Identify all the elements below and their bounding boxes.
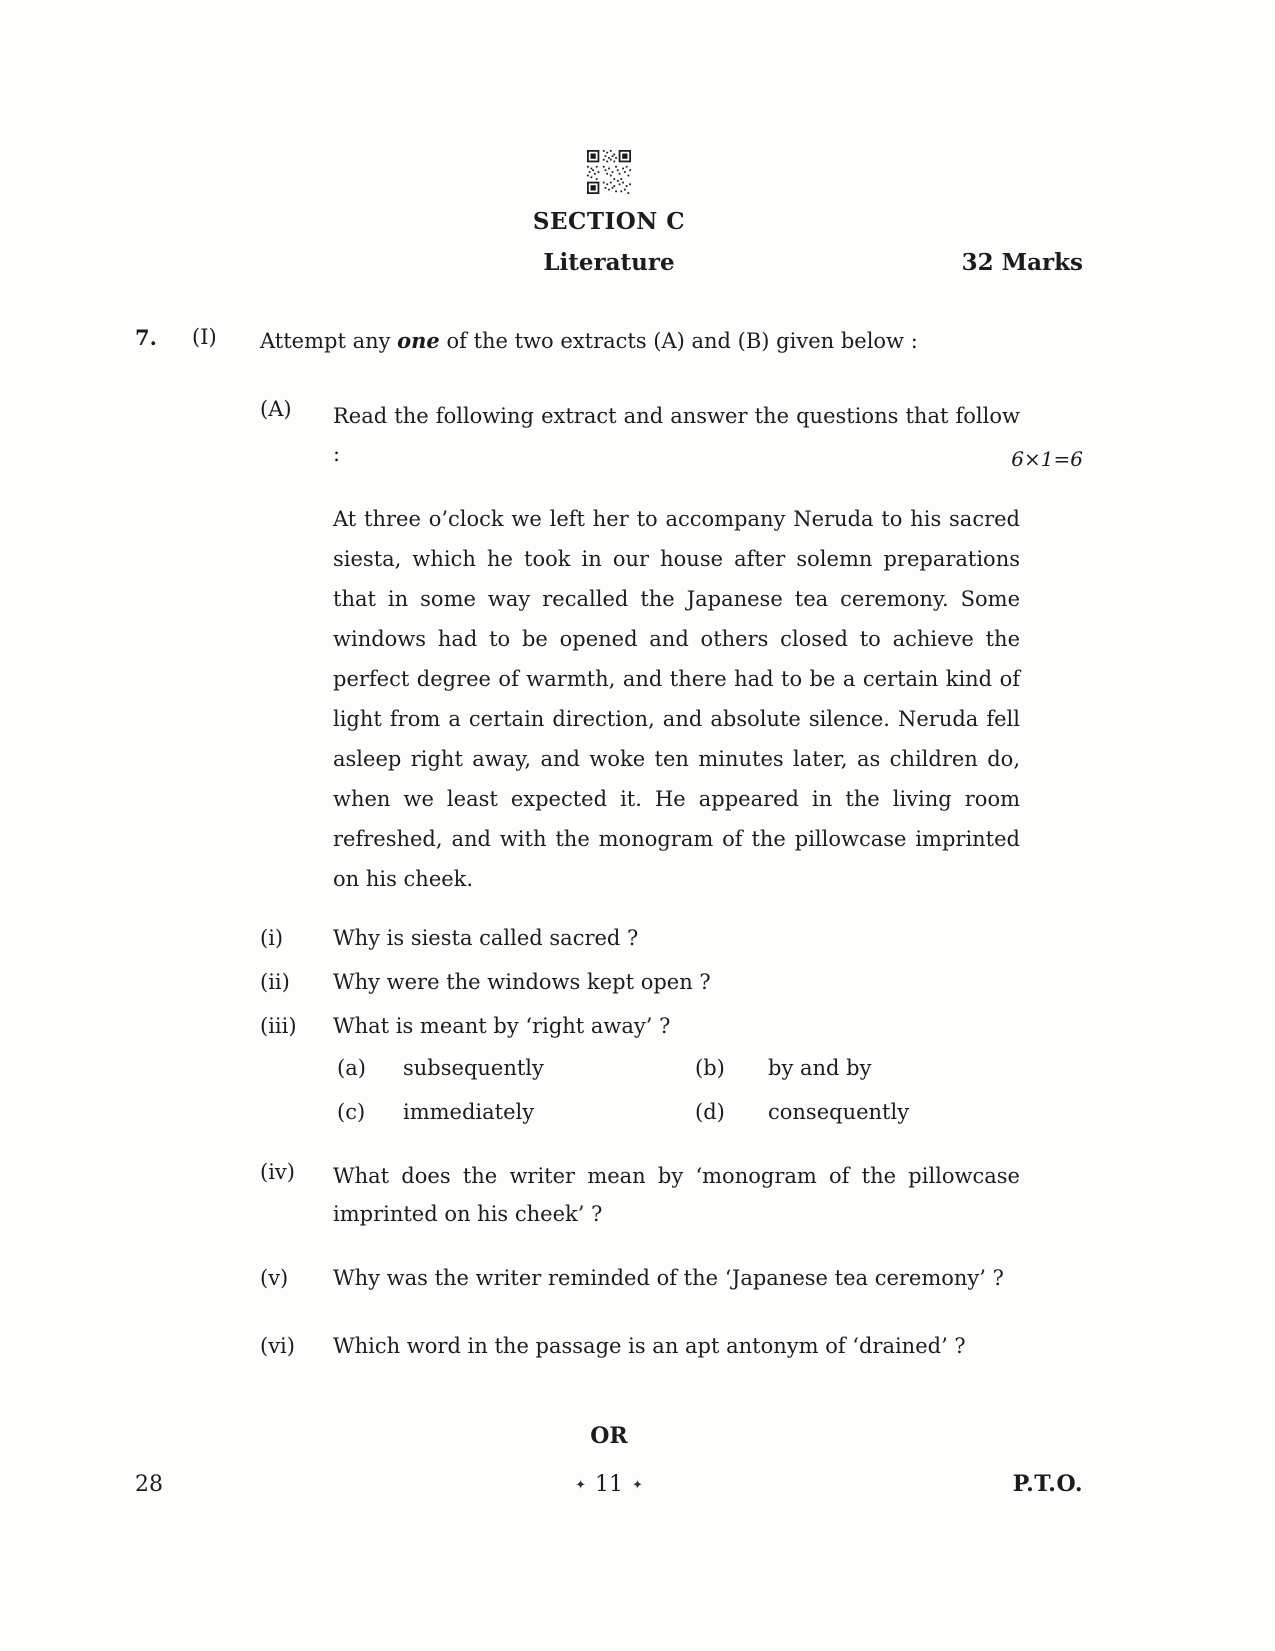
subq-label: (i) bbox=[260, 926, 284, 950]
extract-body bbox=[333, 397, 1083, 899]
sub-question-ii bbox=[260, 967, 1083, 997]
subq-text: What does the writer mean by ‘monogram of the pillowcase imprinted on his cheek’ ? bbox=[333, 1164, 1020, 1226]
option-text-d: consequently bbox=[768, 1100, 910, 1124]
ornament-left-icon: ✦ bbox=[575, 1477, 586, 1493]
section-title: SECTION C bbox=[532, 208, 686, 235]
question-instruction bbox=[260, 325, 1083, 357]
section-marks: 32 Marks bbox=[961, 249, 1083, 276]
subq-label: (ii) bbox=[260, 970, 290, 994]
marks-scheme: 6×1=6 bbox=[1011, 447, 1083, 471]
question-number: 7. bbox=[135, 325, 157, 350]
sub-question-vi bbox=[260, 1331, 1083, 1361]
mcq-options bbox=[337, 1053, 1083, 1127]
option-letter-d: (d) bbox=[695, 1100, 725, 1124]
paper-code: 28 bbox=[135, 1471, 163, 1497]
pto-label: P.T.O. bbox=[1012, 1471, 1083, 1497]
instruction-emphasis: one bbox=[397, 328, 440, 353]
sub-question-iv bbox=[260, 1157, 1083, 1233]
subq-text: Why was the writer reminded of the ‘Japanese tea ceremony’ ? bbox=[333, 1266, 1004, 1290]
page-number-block bbox=[566, 1472, 652, 1497]
sub-question-i bbox=[260, 923, 1083, 953]
sub-question-iii bbox=[260, 1011, 1083, 1041]
subq-text: Why is siesta called sacred ? bbox=[333, 926, 639, 950]
option-text-b: by and by bbox=[768, 1056, 872, 1080]
option-letter-a: (a) bbox=[337, 1056, 366, 1080]
subq-label: (v) bbox=[260, 1266, 289, 1290]
extract-intro bbox=[333, 397, 1083, 473]
instruction-pre: Attempt any bbox=[260, 329, 398, 353]
subq-label: (iv) bbox=[260, 1160, 295, 1184]
option-text-a: subsequently bbox=[403, 1056, 544, 1080]
question-body bbox=[260, 325, 1083, 1361]
subq-text: What is meant by ‘right away’ ? bbox=[333, 1014, 671, 1038]
subq-text: Why were the windows kept open ? bbox=[333, 970, 711, 994]
or-separator: OR bbox=[590, 1423, 628, 1449]
qr-code bbox=[135, 150, 1083, 198]
page-number: 11 bbox=[595, 1471, 623, 1497]
option-letter-b: (b) bbox=[695, 1056, 725, 1080]
section-subtitle: Literature bbox=[543, 249, 675, 276]
option-letter-c: (c) bbox=[337, 1100, 366, 1124]
extract-instruction: Read the following extract and answer the questions that follow : bbox=[333, 404, 1020, 466]
extract-label: (A) bbox=[260, 397, 292, 421]
subtitle-row bbox=[135, 249, 1083, 283]
extract-passage: At three o’clock we left her to accompany Neruda to his sacred siesta, which he took in our house after solemn preparations that in some way recalled the Japanese tea ceremony. Some windows had to be opened and others closed to achieve the perfect degree of warmth, and there had to be a certain kind of light from a certain direction, and absolute silence. Neruda fell asleep right away, and woke ten minutes later, as children do, when we least expected it. He appeared in the living room refreshed, and with the monogram of the pillowcase imprinted on his cheek. bbox=[333, 507, 1020, 891]
question-part: (I) bbox=[192, 325, 217, 349]
subq-text: Which word in the passage is an apt antonym of ‘drained’ ? bbox=[333, 1334, 966, 1358]
subq-label: (vi) bbox=[260, 1334, 295, 1358]
ornament-right-icon: ✦ bbox=[632, 1477, 643, 1493]
instruction-post: of the two extracts (A) and (B) given below : bbox=[439, 329, 918, 353]
extract-a bbox=[260, 397, 1083, 899]
option-text-c: immediately bbox=[403, 1100, 535, 1124]
page-footer bbox=[135, 1471, 1083, 1497]
question-7 bbox=[135, 325, 1083, 1361]
subq-label: (iii) bbox=[260, 1014, 297, 1038]
sub-question-v bbox=[260, 1263, 1083, 1293]
